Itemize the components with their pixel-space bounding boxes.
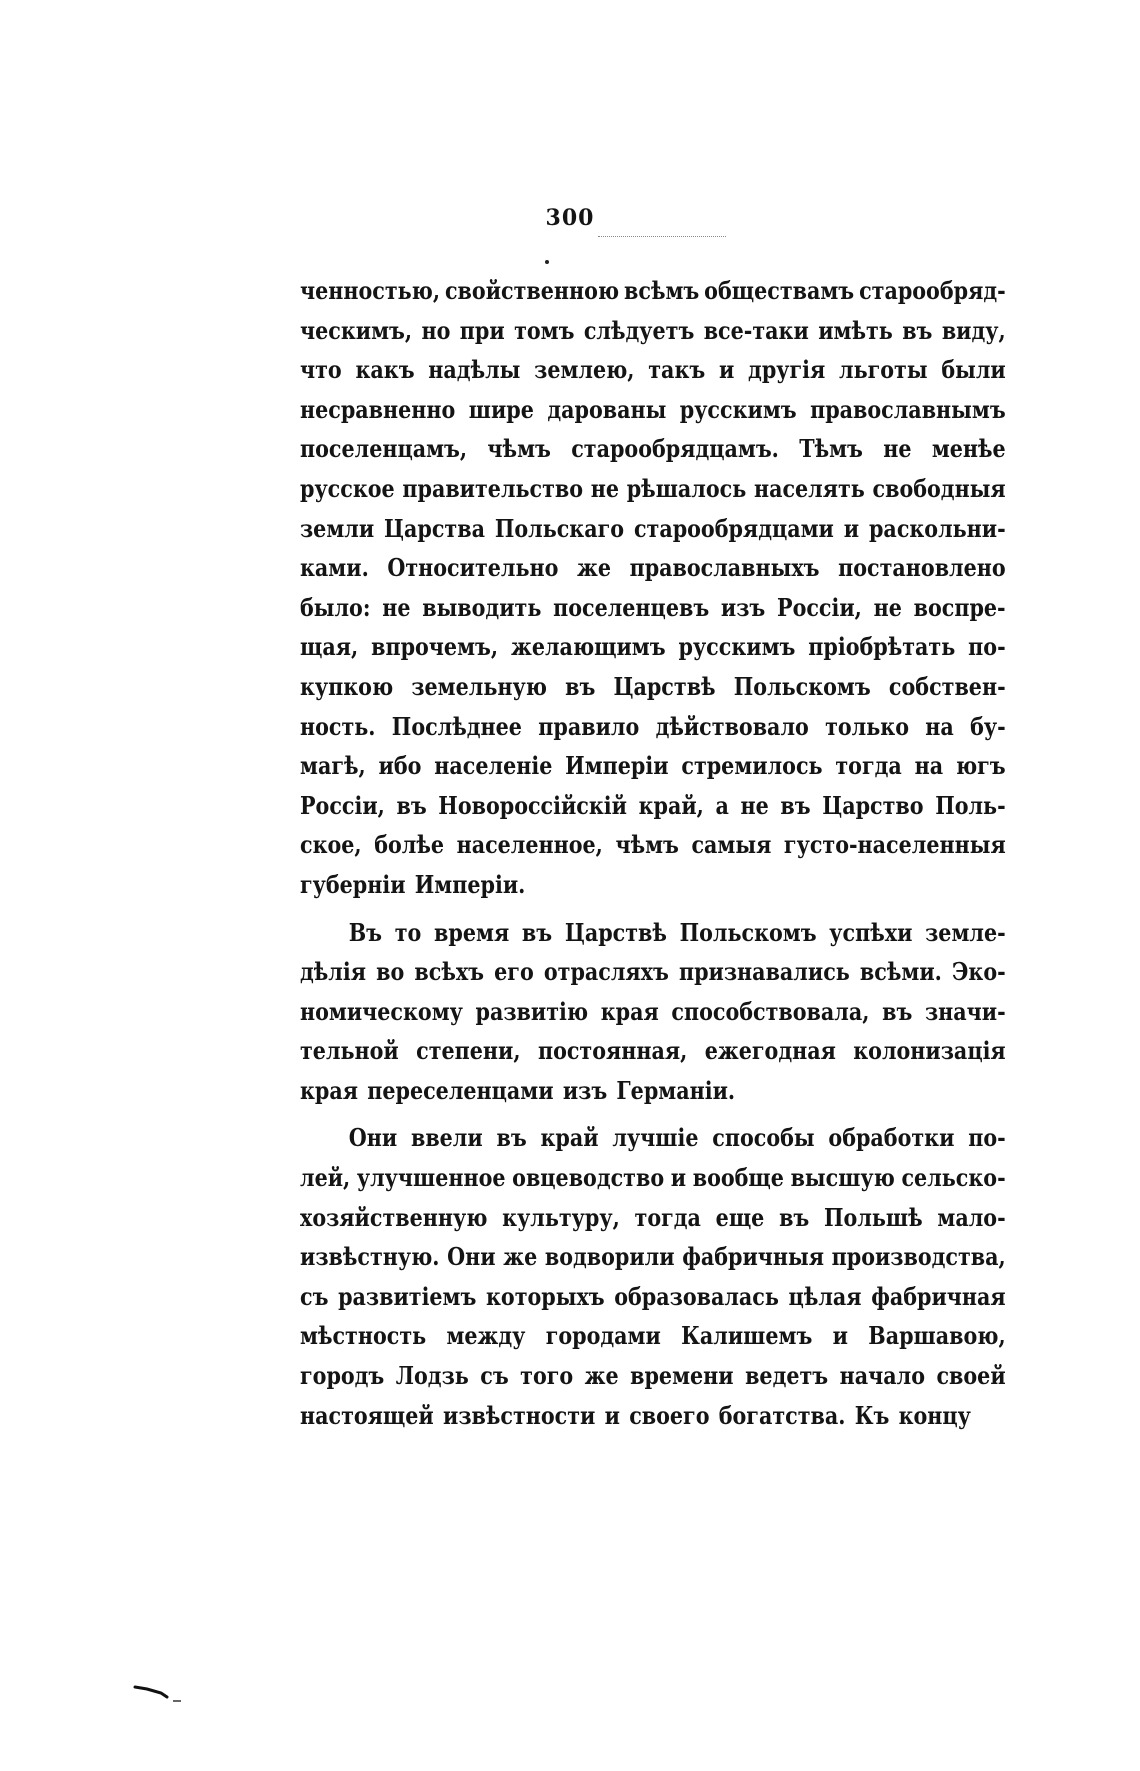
word: изъ bbox=[720, 592, 766, 622]
text-line bbox=[300, 350, 1006, 390]
text-line bbox=[300, 1158, 1006, 1198]
word: Эко- bbox=[951, 957, 1006, 987]
word: югъ bbox=[955, 751, 1006, 781]
word: самыя bbox=[691, 830, 772, 860]
word: во bbox=[376, 957, 405, 987]
word: другія bbox=[748, 355, 826, 385]
word: дарованы bbox=[547, 394, 667, 424]
word: желающимъ bbox=[510, 632, 666, 662]
word: чѣмъ bbox=[615, 830, 679, 860]
word: культуру, bbox=[502, 1202, 620, 1232]
word: православнымъ bbox=[810, 394, 1006, 424]
word: между bbox=[446, 1321, 526, 1351]
word: фабричная bbox=[871, 1281, 1006, 1311]
paragraph-gap bbox=[300, 905, 1006, 913]
word: степени, bbox=[416, 1036, 521, 1066]
word: бу- bbox=[970, 711, 1006, 741]
word: номическому bbox=[300, 996, 463, 1026]
word: шире bbox=[468, 394, 534, 424]
word: землею, bbox=[534, 355, 635, 385]
word: не bbox=[883, 434, 912, 464]
word: Польскомъ bbox=[733, 671, 871, 701]
word: и bbox=[718, 355, 735, 385]
word: ченностью, bbox=[300, 276, 441, 305]
word: томъ bbox=[514, 315, 575, 345]
word: слѣдуетъ bbox=[583, 315, 695, 345]
word: раскольни- bbox=[868, 513, 1006, 543]
word: то bbox=[394, 917, 422, 947]
word: обществамъ bbox=[704, 276, 855, 305]
text-line bbox=[300, 1277, 1006, 1317]
word: начало bbox=[839, 1361, 925, 1391]
text-line bbox=[300, 865, 1006, 905]
word: не bbox=[873, 592, 902, 622]
word: при bbox=[459, 315, 505, 345]
text-line bbox=[300, 1071, 1006, 1111]
word: льготы bbox=[839, 355, 928, 385]
word: свободныя bbox=[872, 473, 1006, 503]
word: правило bbox=[538, 711, 640, 741]
word: ведетъ bbox=[745, 1361, 829, 1391]
word: магѣ, bbox=[300, 751, 366, 781]
text-line bbox=[300, 913, 1006, 953]
word: только bbox=[825, 711, 909, 741]
text-line bbox=[300, 1356, 1006, 1396]
word: густо-населенныя bbox=[783, 830, 1006, 860]
ink-mark bbox=[133, 1683, 183, 1703]
word: лучшіе bbox=[612, 1123, 699, 1153]
word: вообще bbox=[692, 1163, 784, 1193]
word: стремилось bbox=[681, 751, 823, 781]
word: Въ bbox=[348, 917, 383, 947]
word: въ bbox=[882, 996, 913, 1026]
word: еще bbox=[715, 1202, 765, 1232]
word: постановлено bbox=[838, 553, 1006, 583]
word: своей bbox=[936, 1361, 1006, 1391]
word: отрасляхъ bbox=[543, 957, 669, 987]
word: Польшѣ bbox=[824, 1202, 923, 1232]
word: свойственною bbox=[444, 276, 620, 305]
word: сельско- bbox=[901, 1163, 1006, 1193]
word: Царствѣ bbox=[564, 917, 667, 947]
word: улучшенное bbox=[356, 1163, 506, 1193]
text-line bbox=[300, 469, 1006, 509]
word: всѣмъ bbox=[624, 276, 700, 305]
word: постоянная, bbox=[537, 1036, 688, 1066]
word: населять bbox=[753, 473, 865, 503]
word: времени bbox=[630, 1361, 734, 1391]
word: Относительно bbox=[387, 553, 559, 583]
text-line bbox=[300, 1031, 1006, 1071]
word: съ bbox=[480, 1361, 509, 1391]
page-number-rule bbox=[598, 236, 726, 243]
word: а bbox=[715, 790, 729, 820]
word: всѣхъ bbox=[414, 957, 485, 987]
word: правительство bbox=[402, 473, 584, 503]
word: Они bbox=[348, 1123, 398, 1153]
word: Имперіи bbox=[565, 751, 669, 781]
word: Польскаго bbox=[494, 513, 625, 543]
word: менѣе bbox=[931, 434, 1006, 464]
word: Россіи, bbox=[300, 790, 385, 820]
word: старообрядцами bbox=[633, 513, 834, 543]
word: мало- bbox=[937, 1202, 1006, 1232]
word: Они bbox=[447, 1242, 496, 1272]
word: купкою bbox=[300, 671, 394, 701]
word: въ bbox=[780, 790, 811, 820]
word: Варшавою, bbox=[868, 1321, 1006, 1351]
word: въ bbox=[496, 1123, 527, 1153]
word: городъ bbox=[300, 1361, 385, 1391]
word: изъ bbox=[562, 1075, 608, 1105]
word: развитіемъ bbox=[338, 1281, 477, 1311]
word: Лодзь bbox=[395, 1361, 469, 1391]
word: значи- bbox=[924, 996, 1006, 1026]
word: извѣстности bbox=[442, 1400, 596, 1430]
word: болѣе bbox=[374, 830, 444, 860]
text-line bbox=[300, 1118, 1006, 1158]
word: всѣми. bbox=[859, 957, 942, 987]
word: выводить bbox=[422, 592, 542, 622]
word: ское, bbox=[300, 830, 362, 860]
word: Царствѣ bbox=[613, 671, 716, 701]
word: но bbox=[421, 315, 451, 345]
word: же bbox=[576, 553, 611, 583]
word: тельной bbox=[300, 1036, 399, 1066]
word: ческимъ, bbox=[300, 315, 413, 345]
word: старообряд- bbox=[859, 276, 1006, 305]
word: щая, bbox=[300, 632, 359, 662]
word: Послѣднее bbox=[391, 711, 522, 741]
text-line bbox=[300, 548, 1006, 588]
word: Новороссійскій bbox=[438, 790, 627, 820]
word: настоящей bbox=[300, 1400, 434, 1430]
word: впрочемъ, bbox=[371, 632, 499, 662]
word: Царства bbox=[384, 513, 485, 543]
word: край bbox=[540, 1123, 599, 1153]
word: ибо bbox=[378, 751, 422, 781]
word: цѣлая bbox=[788, 1281, 862, 1311]
text-line bbox=[300, 667, 1006, 707]
word: населенное, bbox=[456, 830, 603, 860]
word: городами bbox=[545, 1321, 661, 1351]
word: богатства. bbox=[718, 1400, 846, 1430]
word: такъ bbox=[648, 355, 706, 385]
word: производства, bbox=[831, 1242, 1006, 1272]
word: ность. bbox=[300, 711, 376, 741]
word: успѣхи bbox=[829, 917, 913, 947]
text-line bbox=[300, 429, 1006, 469]
word: край, bbox=[638, 790, 704, 820]
word: православныхъ bbox=[629, 553, 820, 583]
word: концу bbox=[898, 1400, 971, 1430]
text-line bbox=[300, 1198, 1006, 1238]
word: и bbox=[832, 1321, 848, 1351]
word: тогда bbox=[835, 751, 902, 781]
word: овцеводство bbox=[512, 1163, 665, 1193]
word: земли bbox=[300, 513, 375, 543]
word: русскимъ bbox=[679, 394, 797, 424]
word: переселенцами bbox=[367, 1075, 554, 1105]
word: время bbox=[434, 917, 510, 947]
word: Россіи, bbox=[777, 592, 862, 622]
text-line bbox=[300, 390, 1006, 430]
word: на bbox=[925, 711, 954, 741]
word: и bbox=[604, 1400, 620, 1430]
word: собствен- bbox=[888, 671, 1006, 701]
text-line bbox=[300, 1237, 1006, 1277]
word: въ bbox=[565, 671, 596, 701]
text-line bbox=[300, 1396, 1006, 1436]
word: способы bbox=[712, 1123, 815, 1153]
word: края bbox=[600, 996, 659, 1026]
word: того bbox=[520, 1361, 574, 1391]
word: какъ bbox=[355, 355, 415, 385]
word: дѣлія bbox=[300, 957, 366, 987]
word: своего bbox=[629, 1400, 710, 1430]
word: въ bbox=[521, 917, 553, 947]
text-line bbox=[300, 746, 1006, 786]
word: въ bbox=[902, 315, 933, 345]
word: виду, bbox=[941, 315, 1006, 345]
text-line bbox=[300, 992, 1006, 1032]
word: Къ bbox=[854, 1400, 890, 1430]
word: въ bbox=[779, 1202, 810, 1232]
word: Польскомъ bbox=[679, 917, 817, 947]
word: несравненно bbox=[300, 394, 456, 424]
word: Тѣмъ bbox=[799, 434, 863, 464]
word: высшую bbox=[790, 1163, 895, 1193]
word: земельную bbox=[411, 671, 547, 701]
word: фабричныя bbox=[682, 1242, 824, 1272]
paragraph-gap bbox=[300, 1110, 1006, 1118]
text-line bbox=[300, 509, 1006, 549]
word: имѣть bbox=[818, 315, 893, 345]
word: поселенцамъ, bbox=[300, 434, 468, 464]
word: населеніе bbox=[434, 751, 553, 781]
text-line bbox=[300, 271, 1006, 311]
word: чѣмъ bbox=[487, 434, 551, 464]
word: Царство bbox=[822, 790, 924, 820]
word: губерніи bbox=[300, 869, 406, 899]
word: тогда bbox=[634, 1202, 701, 1232]
word: были bbox=[941, 355, 1006, 385]
word: признавались bbox=[678, 957, 850, 987]
page-number: 300 bbox=[545, 205, 595, 231]
text-line bbox=[300, 588, 1006, 628]
text-line bbox=[300, 786, 1006, 826]
word: ками. bbox=[300, 553, 369, 583]
word: пріобрѣтать bbox=[808, 632, 956, 662]
word: хозяйственную bbox=[300, 1202, 488, 1232]
word: воспре- bbox=[913, 592, 1006, 622]
word: ввели bbox=[410, 1123, 483, 1153]
word: его bbox=[494, 957, 534, 987]
word: развитію bbox=[475, 996, 589, 1026]
word: обработки bbox=[828, 1123, 955, 1153]
text-line bbox=[300, 707, 1006, 747]
word: дѣйствовало bbox=[655, 711, 809, 741]
word: лей, bbox=[300, 1163, 351, 1193]
ink-dot bbox=[545, 260, 549, 264]
word: колонизація bbox=[853, 1036, 1006, 1066]
word: земле- bbox=[925, 917, 1006, 947]
text-line bbox=[300, 1316, 1006, 1356]
word: рѣшалось bbox=[626, 473, 747, 503]
word: съ bbox=[300, 1281, 329, 1311]
word: Калишемъ bbox=[681, 1321, 813, 1351]
word: надѣлы bbox=[428, 355, 521, 385]
word: ежегодная bbox=[704, 1036, 836, 1066]
word: края bbox=[300, 1075, 359, 1105]
word: на bbox=[914, 751, 944, 781]
text-line bbox=[300, 825, 1006, 865]
word: образовалась bbox=[614, 1281, 779, 1311]
word: не bbox=[590, 473, 620, 503]
word: мѣстность bbox=[300, 1321, 427, 1351]
word: все-таки bbox=[703, 315, 809, 345]
word: старообрядцамъ. bbox=[571, 434, 779, 464]
word: поселенцевъ bbox=[553, 592, 710, 622]
word: же bbox=[584, 1361, 619, 1391]
word: было: bbox=[300, 592, 371, 622]
word: не bbox=[740, 790, 769, 820]
text-line bbox=[300, 311, 1006, 351]
word: и bbox=[670, 1163, 687, 1193]
word: извѣстную. bbox=[300, 1242, 440, 1272]
word: въ bbox=[396, 790, 427, 820]
text-line bbox=[300, 627, 1006, 667]
word: Германіи. bbox=[616, 1075, 736, 1105]
word: не bbox=[382, 592, 411, 622]
word: которыхъ bbox=[486, 1281, 605, 1311]
word: русское bbox=[300, 473, 395, 503]
word: по- bbox=[968, 632, 1006, 662]
text-line bbox=[300, 952, 1006, 992]
word: Поль- bbox=[935, 790, 1006, 820]
word: Имперіи. bbox=[414, 869, 526, 899]
word: по- bbox=[968, 1123, 1006, 1153]
body-text bbox=[300, 271, 1006, 1435]
word: же bbox=[503, 1242, 538, 1272]
word: водворили bbox=[544, 1242, 675, 1272]
word: и bbox=[843, 513, 860, 543]
word: способствовала, bbox=[671, 996, 870, 1026]
word: что bbox=[300, 355, 342, 385]
word: русскимъ bbox=[678, 632, 796, 662]
